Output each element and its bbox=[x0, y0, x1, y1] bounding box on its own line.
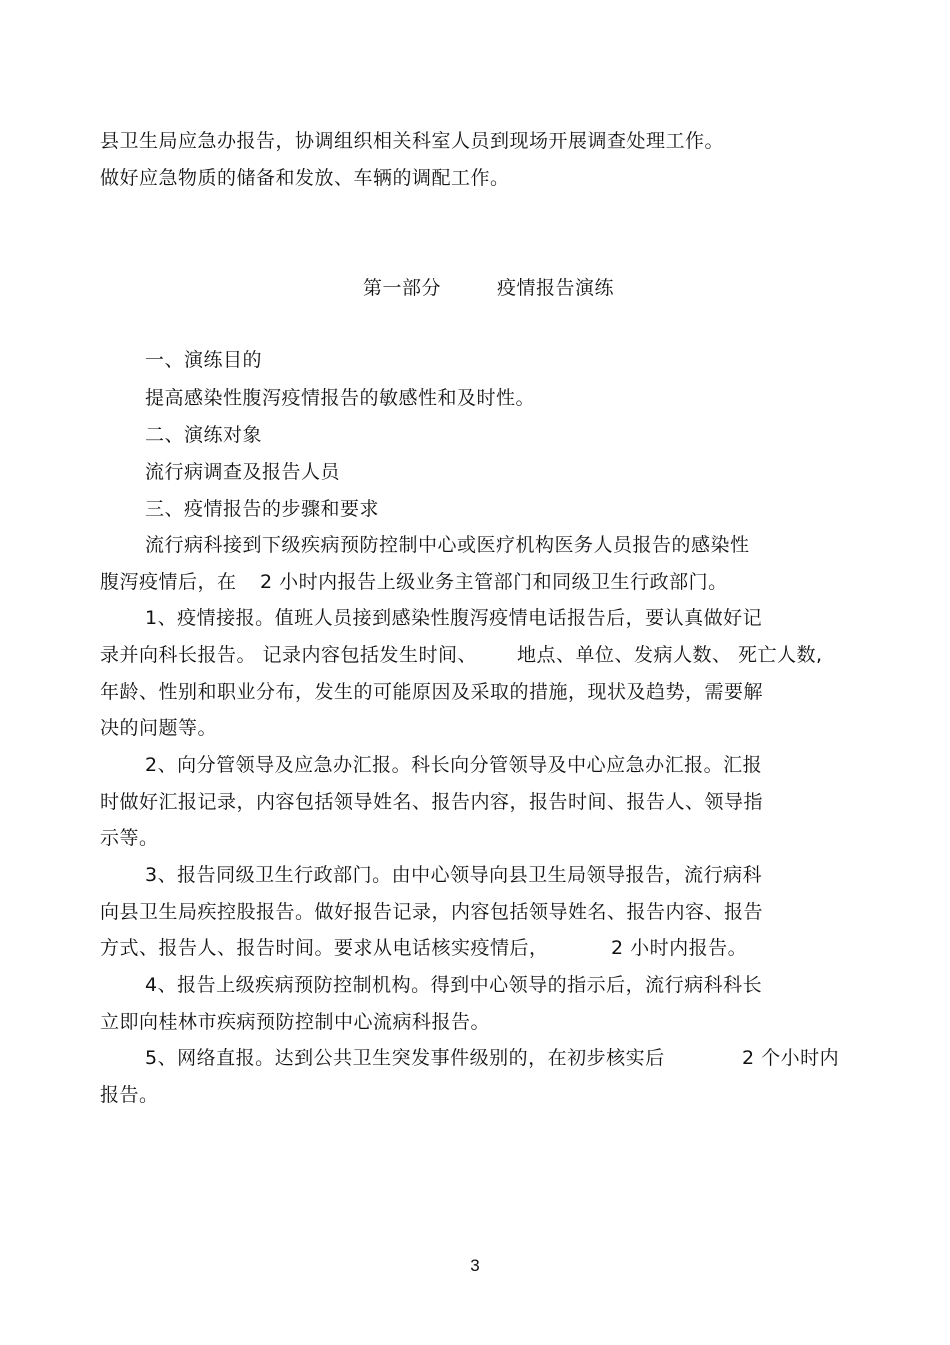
step4-line-2: 立即向桂林市疾病预防控制中心流病科报告。 bbox=[100, 1011, 491, 1033]
steps-intro-line-2b: 2 小时内报告上级业务主管部门和同级卫生行政部门。 bbox=[260, 571, 728, 593]
step3-line-2: 向县卫生局疾控股报告。做好报告记录，内容包括领导姓名、报告内容、报告 bbox=[100, 901, 764, 923]
step5-line-2: 报告。 bbox=[100, 1084, 159, 1106]
heading-steps: 三、疫情报告的步骤和要求 bbox=[145, 498, 380, 520]
step5-line-1a: 5、网络直报。达到公共卫生突发事件级别的，在初步核实后 bbox=[145, 1047, 665, 1069]
step2-line-1: 2、向分管领导及应急办汇报。科长向分管领导及中心应急办汇报。汇报 bbox=[145, 754, 763, 776]
step1-line-2a: 录并向科长报告。 记录内容包括发生时间、 bbox=[100, 644, 478, 666]
intro-line-2: 做好应急物质的储备和发放、车辆的调配工作。 bbox=[100, 167, 510, 189]
intro-line-1: 县卫生局应急办报告，协调组织相关科室人员到现场开展调查处理工作。 bbox=[100, 130, 725, 152]
target-text: 流行病调查及报告人员 bbox=[145, 461, 341, 483]
step5-line-1b: 2 个小时内 bbox=[742, 1047, 840, 1069]
step2-line-3: 示等。 bbox=[100, 827, 159, 849]
heading-objective: 一、演练目的 bbox=[145, 349, 263, 371]
heading-target: 二、演练对象 bbox=[145, 424, 263, 446]
step1-line-2b: 地点、单位、发病人数、 死亡人数, bbox=[517, 644, 823, 666]
step3-line-3a: 方式、报告人、报告时间。要求从电话核实疫情后， bbox=[100, 937, 549, 959]
section-part-label: 第一部分 bbox=[363, 277, 442, 299]
step2-line-2: 时做好汇报记录，内容包括领导姓名、报告内容，报告时间、报告人、领导指 bbox=[100, 791, 764, 813]
step1-line-4: 决的问题等。 bbox=[100, 717, 218, 739]
step4-line-1: 4、报告上级疾病预防控制机构。得到中心领导的指示后，流行病科科长 bbox=[145, 974, 763, 996]
step1-line-3: 年龄、性别和职业分布，发生的可能原因及采取的措施，现状及趋势，需要解 bbox=[100, 681, 764, 703]
steps-intro-line-2a: 腹泻疫情后，在 bbox=[100, 571, 237, 593]
page-number: 3 bbox=[470, 1256, 480, 1275]
step3-line-3b: 2 小时内报告。 bbox=[611, 937, 748, 959]
steps-intro-line-1: 流行病科接到下级疾病预防控制中心或医疗机构医务人员报告的感染性 bbox=[145, 534, 750, 556]
objective-text: 提高感染性腹泻疫情报告的敏感性和及时性。 bbox=[145, 387, 536, 409]
step3-line-1: 3、报告同级卫生行政部门。由中心领导向县卫生局领导报告，流行病科 bbox=[145, 864, 763, 886]
step1-line-1: 1、疫情接报。值班人员接到感染性腹泻疫情电话报告后，要认真做好记 bbox=[145, 607, 763, 629]
section-name: 疫情报告演练 bbox=[497, 277, 615, 299]
